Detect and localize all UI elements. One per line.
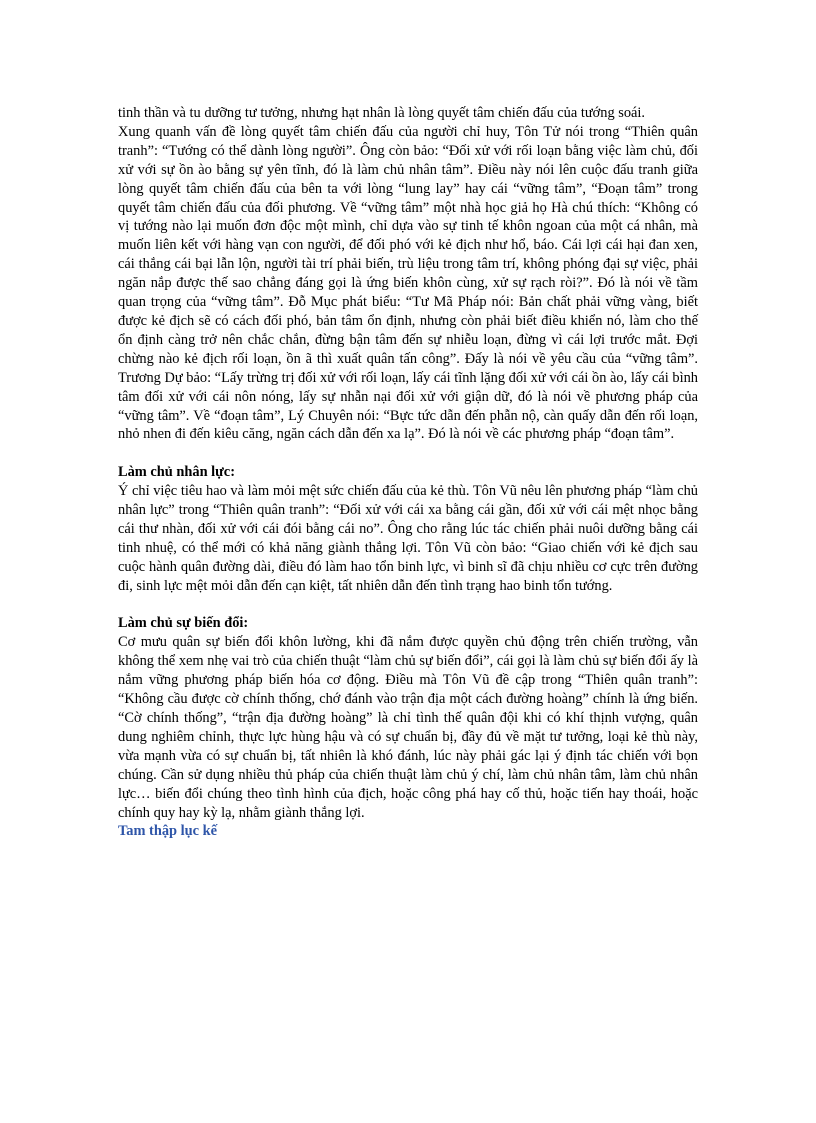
paragraph-nhan-luc: Ý chỉ việc tiêu hao và làm mỏi mệt sức chiến đấu của kẻ thù. Tôn Vũ nêu lên phương pháp “làm chủ nhân lực” trong “Thiên quân tranh”: “Đối xử với cái xa bằng cái gần, đối xử với cái mệt nhọc bằng cái thư nhàn, đối xử với cái đói bằng cái no”. Ông cho rằng lúc tác chiến phải nuôi dưỡng bằng cái tinh nhuệ, có thể mới có khả năng giành thắng lợi. Tôn Vũ còn bảo: “Giao chiến với kẻ địch sau cuộc hành quân đường dài, điều đó làm hao tổn binh lực, vì binh sĩ đã chịu nhiều cơ cực trên đường đi, sinh lực mệt mỏi dẫn đến cạn kiệt, tất nhiên dẫn đến tình trạng hao binh tổn tướng. bbox=[118, 483, 698, 594]
paragraph-bien-doi: Cơ mưu quân sự biến đổi khôn lường, khi đã nắm được quyền chủ động trên chiến trường, vẫn không thể xem nhẹ vai trò của chiến thuật “làm chủ sự biến đổi”, cái gọi là làm chủ sự biến đổi ấy là nắm vững phương pháp biến hóa cơ động. Điều mà Tôn Vũ đề cập trong “Thiên quân tranh”: “Không cầu được cờ chính thống, chớ đánh vào trận địa một cách đường hoàng” chính là ứng biến. “Cờ chính thống”, “trận địa đường hoàng” là chỉ tình thế quân đội khi có khí thịnh vượng, quân dung nghiêm chỉnh, thực lực hùng hậu và có sự chuẩn bị, đầy đủ về mặt tư tưởng, loại kẻ thù này, vừa mạnh vừa có sự chuẩn bị, tất nhiên là khó đánh, lúc này phải gác lại ý định tác chiến với bọn chúng. Cần sử dụng nhiều thủ pháp của chiến thuật làm chủ ý chí, làm chủ nhân tâm, làm chủ nhân lực… biến đổi chúng theo tình hình của địch, hoặc công phá hay cố thủ, hoặc tiến hay thoái, hoặc chính quy hay kỳ lạ, nhằm giành thắng lợi. bbox=[118, 634, 698, 821]
section-title-tam-thap-luc-ke: Tam thập lục kế bbox=[118, 823, 218, 840]
paragraph-gap bbox=[118, 596, 698, 615]
paragraph-vung-tam: Xung quanh vấn đề lòng quyết tâm chiến đấu của người chỉ huy, Tôn Tử nói trong “Thiên quân tranh”: “Tướng có thể dành lòng người”. Ông còn bảo: “Đối xử với rối loạn bằng việc làm chủ, đối xử với sự ồn ào bằng sự yên tĩnh, đó là làm chủ nhân tâm”. Điều này nói lên cuộc đấu tranh giữa lòng quyết tâm chiến đấu của bên ta với lòng “lung lay” hay cái “vững tâm”, “Đoạn tâm” trong quyết tâm chiến đấu của đối phương. Về “vững tâm” một nhà học giả họ Hà chú thích: “Không có vị tướng nào lại muốn đơn độc một mình, chỉ dựa vào sự tinh tế khôn ngoan của một cá nhân, mà muốn liên kết với hàng vạn con người, để đối phó với kẻ địch như hổ, báo. Cái lợi cái hại đan xen, cái thắng cái bại lẫn lộn, người tài trí phải biến, trù liệu trong tâm trí, không phóng đại sự việc, phải ngăn nắp được thế sao chẳng đáng gọi là ứng biến khôn cùng, xử sự rạch ròi?”. Đó là nói về tầm quan trọng của “vững tâm”. Đỗ Mục phát biểu: “Tư Mã Pháp nói: Bản chất phải vững vàng, biết được kẻ địch sẽ có cách đối phó, bản tâm ổn định, nhưng còn phải biết điều khiển nó, làm cho thế ổn định càng trở nên chắc chắn, đừng bận tâm đến sự nhiễu loạn, đừng vì cái lợi trước mắt. Đợi chừng nào kẻ địch rối loạn, ồn ã thì xuất quân tấn công”. Đấy là nói về yêu cầu của “vững tâm”. Trương Dự bảo: “Lấy trừng trị đối xử với rối loạn, lấy cái tĩnh lặng đối xử với cái ồn ào, lấy cái bình tâm đối xử với cái nôn nóng, lấy sự nhẫn nại đối xử với giận dữ, đó là nói về phương pháp của “vững tâm”. Về “đoạn tâm”, Lý Chuyên nói: “Bực tức dẫn đến phẫn nộ, càn quấy dẫn đến rối loạn, nhỏ nhen đi đến kiêu căng, ngăn cách dẫn đến xa lạ”. Đó là nói về các phương pháp “đoạn tâm”. bbox=[118, 123, 698, 443]
heading-lam-chu-su-bien-doi: Làm chủ sự biến đổi: bbox=[118, 615, 249, 632]
paragraph-gap bbox=[118, 444, 698, 463]
document-page bbox=[118, 104, 698, 841]
heading-lam-chu-nhan-luc: Làm chủ nhân lực: bbox=[118, 464, 235, 481]
paragraph-intro-end: tinh thần và tu dưỡng tư tưởng, nhưng hạt nhân là lòng quyết tâm chiến đấu của tướng soái. bbox=[118, 105, 646, 121]
